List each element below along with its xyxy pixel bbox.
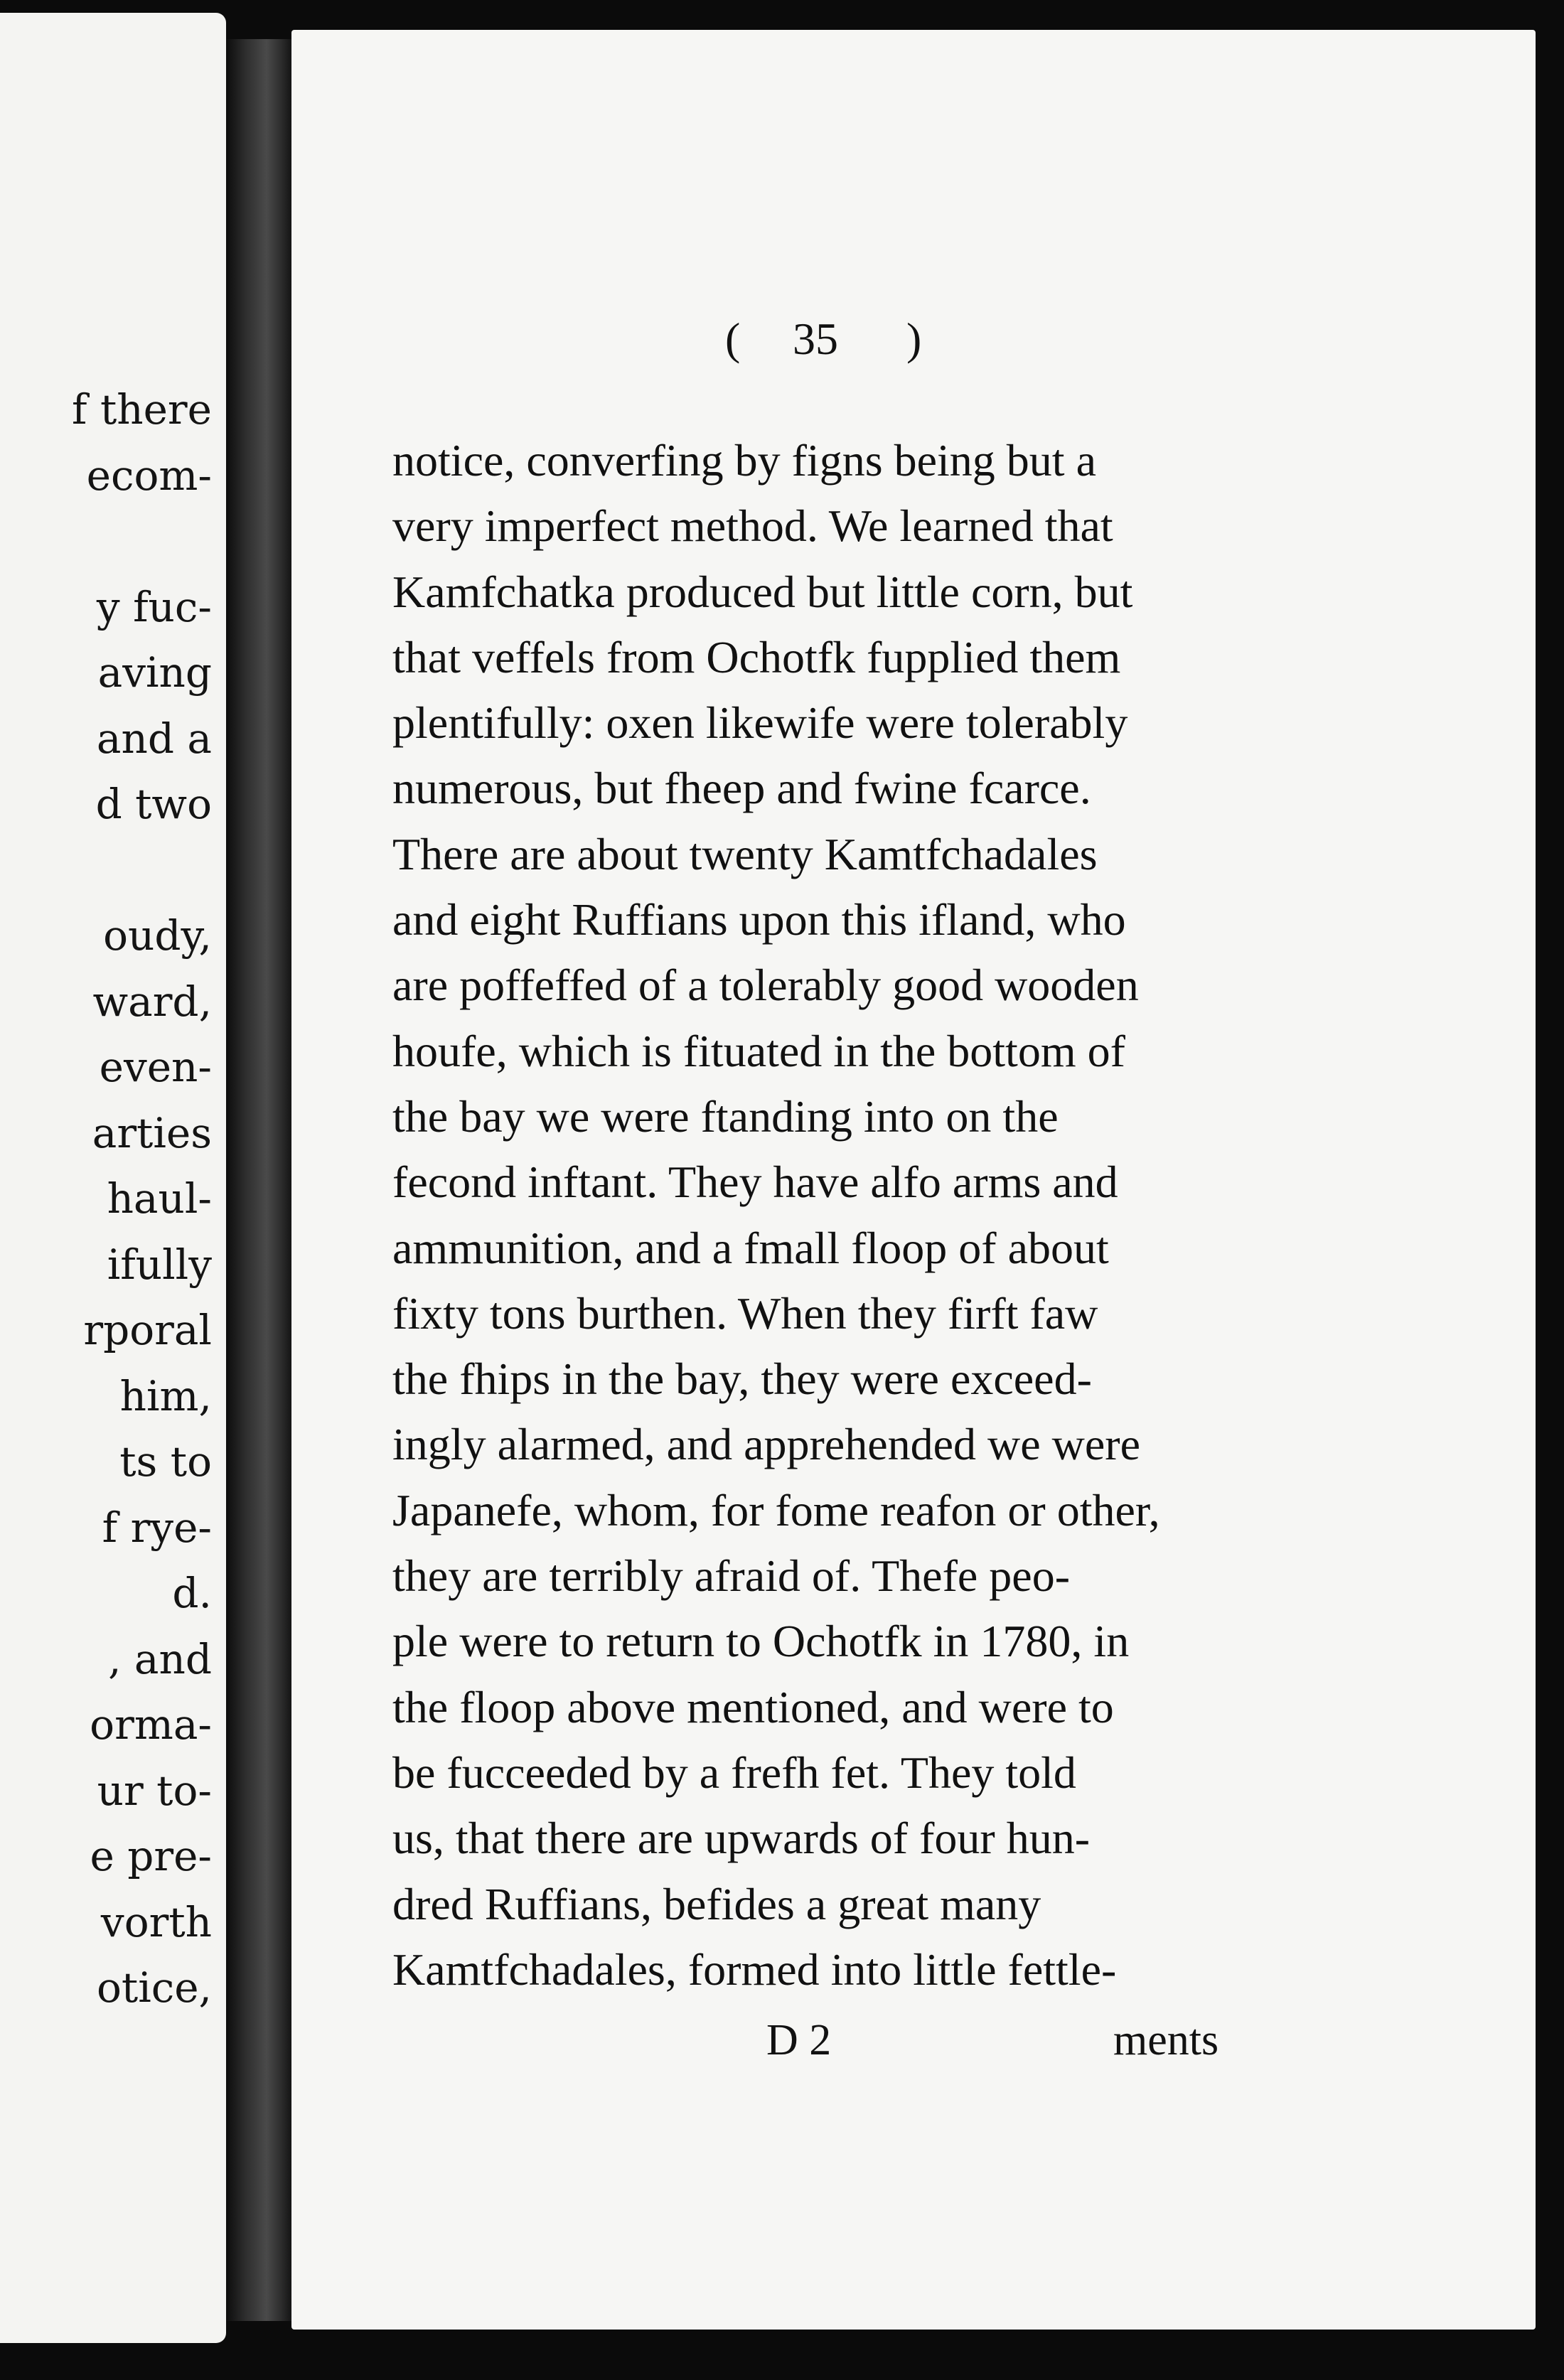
left-page-line: e pre- [90,1832,212,1880]
left-page-line: orma- [90,1700,212,1749]
catchword: ments [1113,2016,1219,2064]
page-number-open-paren: ( [725,313,741,364]
left-page-line [72,837,212,904]
left-page-line: rporal [83,1306,212,1354]
body-line: ammunition, and a fmall floop of about [392,1222,1109,1273]
body-line: the floop above mentioned, and were to [392,1681,1114,1732]
body-line: are poffeffed of a tolerably good wooden [392,960,1139,1011]
left-page-line: ur to- [97,1766,212,1815]
body-line: that veffels from Ochotfk fupplied them [392,631,1121,682]
body-line: houfe, which is fituated in the bottom of [392,1025,1125,1076]
left-page-line: vorth [100,1897,212,1946]
left-page-line: and a [96,714,212,763]
left-page-line: , and [108,1634,212,1683]
body-line: fecond inftant. They have alfo arms and [392,1157,1118,1208]
right-page [291,30,1536,2330]
left-page-line: y fuc- [96,582,212,631]
body-line: and eight Ruffians upon this ifland, who [392,894,1126,945]
left-page-text [72,377,212,2021]
page-number-close-paren: ) [906,313,922,364]
body-line: us, that there are upwards of four hun- [392,1813,1090,1864]
left-page-line: ecom- [86,451,212,500]
left-page-line: ts to [119,1437,212,1486]
left-page-line: him, [119,1371,212,1420]
body-line: be fucceeded by a frefh fet. They told [392,1747,1076,1798]
body-line: the bay we were ftanding into on the [392,1090,1059,1142]
body-line: Japanefe, whom, for fome reafon or other, [392,1484,1160,1535]
left-page-line: arties [92,1108,212,1157]
left-page-line: oudy, [103,911,212,960]
left-page-line: even- [99,1043,212,1091]
left-page-line: f rye- [102,1503,212,1552]
body-line: the fhips in the bay, they were exceed- [392,1354,1092,1405]
body-line: numerous, but fheep and fwine fcarce. [392,763,1091,814]
page-footer [291,2005,1536,2076]
left-page-line: d two [95,780,212,828]
left-page-line: ward, [92,977,212,1026]
body-line: they are terribly afraid of. Thefe peo- [392,1550,1070,1602]
body-line: Kamfchatka produced but little corn, but [392,566,1133,617]
left-page-line: aving [97,648,212,697]
signature-mark: D 2 [766,2016,832,2064]
left-page-line: d. [172,1569,212,1617]
body-line: fixty tons burthen. When they firft faw [392,1287,1098,1339]
body-line: Kamtfchadales, formed into little fettle- [392,1944,1117,1995]
page-number: 35 [793,313,838,364]
body-line: There are about twenty Kamtfchadales [392,828,1098,879]
body-line: dred Ruffians, befides a great many [392,1878,1041,1929]
page-header [291,300,1536,378]
left-page-line: haul- [107,1174,212,1223]
left-page-line: otice, [96,1963,212,2012]
body-text [392,428,1536,2003]
left-page-line [72,508,212,574]
book-gutter [226,39,291,2321]
body-line: ple were to return to Ochotfk in 1780, in [392,1616,1130,1667]
body-line: notice, converfing by figns being but a [392,435,1096,486]
left-page-line: ifully [107,1240,212,1289]
body-line: plentifully: oxen likewife were tolerably [392,697,1128,749]
body-line: very imperfect method. We learned that [392,500,1113,552]
body-line: ingly alarmed, and apprehended we were [392,1419,1140,1470]
left-page [0,13,226,2343]
left-page-line: f there [72,385,212,434]
